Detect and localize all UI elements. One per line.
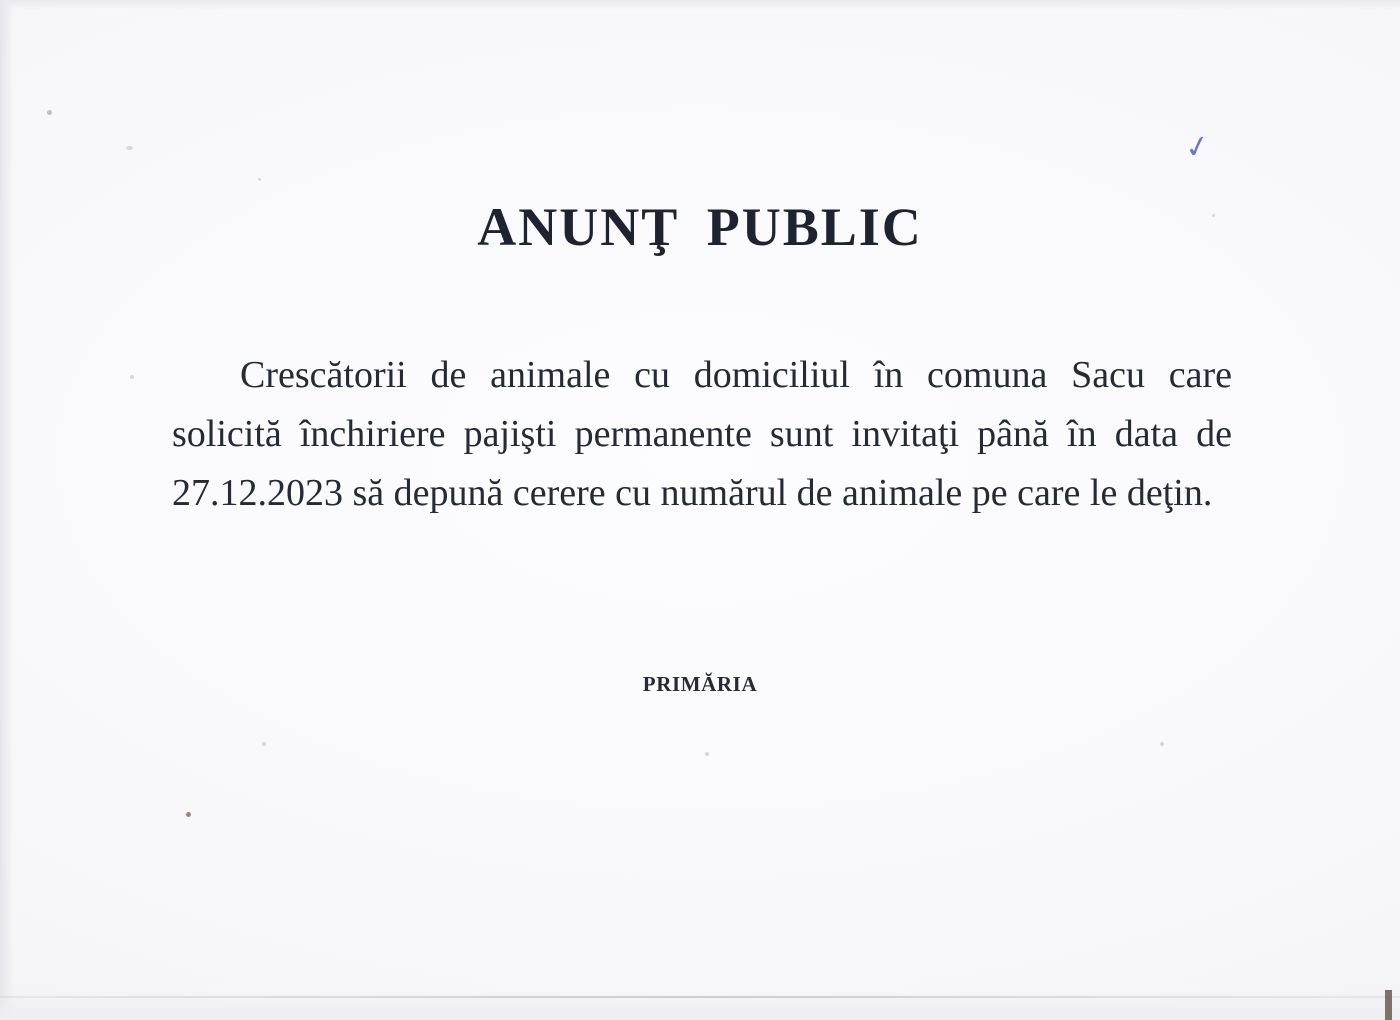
signature-line: PRIMĂRIA — [642, 672, 758, 696]
ink-check-mark: ✓ — [1181, 128, 1214, 167]
announcement-body-text: Crescătorii de animale cu domiciliul în comuna Sacu care solicită închiriere pajişti permanente sunt invitaţi până în data de 27.12.2023 să depună cerere cu numărul de animale pe care le deţin. — [172, 354, 1232, 514]
page-title: ANUNŢ PUBLIC — [477, 197, 923, 257]
